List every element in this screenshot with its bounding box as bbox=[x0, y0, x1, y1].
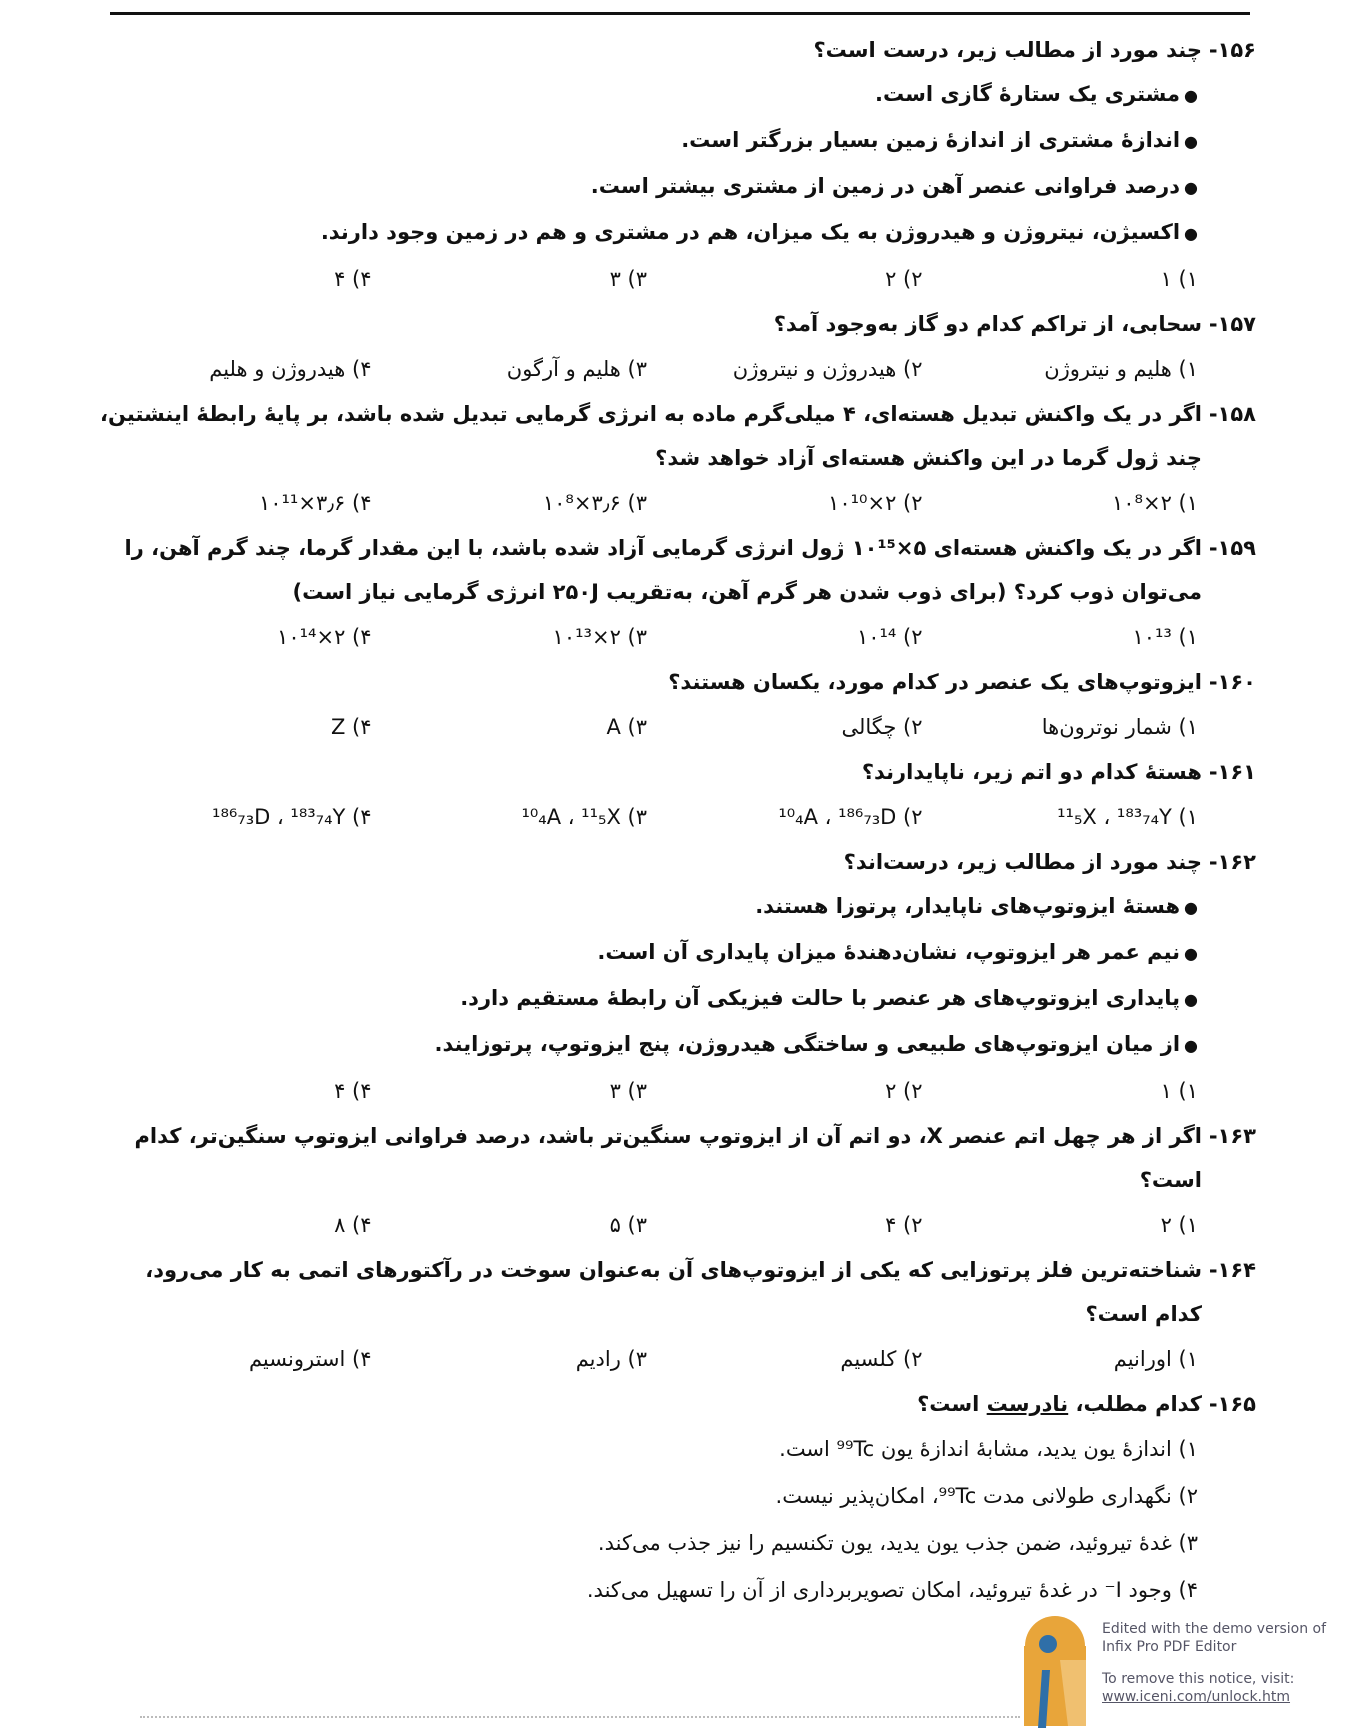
question-number: ۱۵۶- bbox=[1208, 38, 1256, 62]
options-row bbox=[96, 256, 1256, 302]
bullet-icon: ● bbox=[1184, 224, 1198, 243]
question-text: چند مورد از مطالب زیر، درست است؟ bbox=[813, 38, 1202, 62]
option-3[interactable]: ۳) ۳٫۶×۱۰⁸ bbox=[542, 491, 647, 515]
question-number: ۱۶۵- bbox=[1208, 1392, 1256, 1416]
question-text: اگر در یک واکنش هسته‌ای ۵×۱۰¹⁵ ژول انرژی گرمایی آزاد شده باشد، با این مقدار گرما، چند گرم آهن، را bbox=[124, 536, 1202, 560]
bullet-icon: ● bbox=[1184, 898, 1198, 917]
option-3[interactable]: ۳) ¹⁰₄A ، ¹¹₅X bbox=[521, 805, 647, 829]
option-2[interactable]: ۲) ۱۰¹⁴ bbox=[856, 625, 923, 649]
option-4[interactable]: ۴) ۴ bbox=[334, 267, 372, 291]
option-1[interactable]: ۱) اندازهٔ یون یدید، مشابهٔ اندازهٔ یون ⁹⁹Tc است. bbox=[779, 1437, 1198, 1461]
exam-page bbox=[96, 28, 1256, 1614]
watermark-text bbox=[1102, 1620, 1342, 1706]
option-2[interactable]: ۲) نگهداری طولانی مدت ⁹⁹Tc، امکان‌پذیر نیست. bbox=[775, 1484, 1198, 1508]
option-1[interactable]: ۱) اورانیم bbox=[1113, 1347, 1198, 1371]
option-4[interactable]: ۴) استرونسیم bbox=[248, 1347, 372, 1371]
option-4[interactable]: ۴) وجود I⁻ در غدهٔ تیروئید، امکان تصویربرداری از آن را تسهیل می‌کند. bbox=[586, 1578, 1198, 1602]
option-2[interactable]: ۲) هیدروژن و نیتروژن bbox=[732, 357, 923, 381]
question-number: ۱۵۹- bbox=[1208, 536, 1256, 560]
bullet-icon: ● bbox=[1184, 178, 1198, 197]
question-163 bbox=[96, 1114, 1256, 1248]
statement: ●پایداری ایزوتوپ‌های هر عنصر با حالت فیزیکی آن رابطهٔ مستقیم دارد. bbox=[460, 986, 1198, 1010]
options-row bbox=[96, 614, 1256, 660]
question-157 bbox=[96, 302, 1256, 392]
option-2[interactable]: ۲) ۲ bbox=[885, 1079, 923, 1103]
option-1[interactable]: ۱) هلیم و نیتروژن bbox=[1044, 357, 1198, 381]
option-3[interactable]: ۳) ۲×۱۰¹³ bbox=[552, 625, 647, 649]
question-number: ۱۶۳- bbox=[1208, 1124, 1256, 1148]
watermark-line: Infix Pro PDF Editor bbox=[1102, 1639, 1237, 1655]
option-2[interactable]: ۲) ۲×۱۰¹⁰ bbox=[828, 491, 923, 515]
statement: ●درصد فراوانی عنصر آهن در زمین از مشتری بیشتر است. bbox=[590, 174, 1198, 198]
watermark-link[interactable]: www.iceni.com/unlock.htm bbox=[1102, 1689, 1291, 1705]
options-row bbox=[96, 704, 1256, 750]
options-row bbox=[96, 1336, 1256, 1382]
option-2[interactable]: ۲) چگالی bbox=[841, 715, 923, 739]
question-159 bbox=[96, 526, 1256, 660]
options-row bbox=[96, 1068, 1256, 1114]
question-number: ۱۶۲- bbox=[1208, 850, 1256, 874]
bullet-icon: ● bbox=[1184, 1036, 1198, 1055]
option-3[interactable]: ۳) ۵ bbox=[609, 1213, 647, 1237]
statement: ●هستهٔ ایزوتوپ‌های ناپایدار، پرتوزا هستند. bbox=[755, 894, 1198, 918]
option-2[interactable]: ۲) ۴ bbox=[885, 1213, 923, 1237]
question-text: هستهٔ کدام دو اتم زیر، ناپایدارند؟ bbox=[861, 760, 1202, 784]
question-158 bbox=[96, 392, 1256, 526]
question-165 bbox=[96, 1382, 1256, 1614]
question-text-continued: چند ژول گرما در این واکنش هسته‌ای آزاد خواهد شد؟ bbox=[655, 446, 1202, 470]
options-row bbox=[96, 346, 1256, 392]
statement: ●مشتری یک ستارهٔ گازی است. bbox=[875, 82, 1198, 106]
question-text: اگر در یک واکنش تبدیل هسته‌ای، ۴ میلی‌گرم ماده به انرژی گرمایی تبدیل شده باشد، بر پایهٔ رابطهٔ اینشتین، bbox=[100, 402, 1202, 426]
question-text: اگر از هر چهل اتم عنصر X، دو اتم آن از ایزوتوپ سنگین‌تر باشد، درصد فراوانی ایزوتوپ سنگین‌تر، کدام است؟ bbox=[134, 1124, 1202, 1192]
top-rule bbox=[110, 12, 1250, 15]
bullet-icon: ● bbox=[1184, 990, 1198, 1009]
bullet-icon: ● bbox=[1184, 132, 1198, 151]
question-number: ۱۶۰- bbox=[1208, 670, 1256, 694]
option-4[interactable]: ۴) ۳٫۶×۱۰¹¹ bbox=[258, 491, 372, 515]
question-161 bbox=[96, 750, 1256, 840]
option-3[interactable]: ۳) هلیم و آرگون bbox=[506, 357, 647, 381]
bullet-icon: ● bbox=[1184, 86, 1198, 105]
statement: ●از میان ایزوتوپ‌های طبیعی و ساختگی هیدروژن، پنج ایزوتوپ، پرتوزایند. bbox=[434, 1032, 1198, 1056]
bullet-icon: ● bbox=[1184, 944, 1198, 963]
options-row bbox=[96, 794, 1256, 840]
question-number: ۱۶۱- bbox=[1208, 760, 1256, 784]
options-row bbox=[96, 480, 1256, 526]
option-2[interactable]: ۲) ۲ bbox=[885, 267, 923, 291]
option-2[interactable]: ۲) ¹⁰₄A ، ¹⁸⁶₇₃D bbox=[778, 805, 923, 829]
option-4[interactable]: ۴) Z bbox=[330, 715, 372, 739]
option-1[interactable]: ۱) ۱ bbox=[1160, 1079, 1198, 1103]
question-number: ۱۵۸- bbox=[1208, 402, 1256, 426]
option-4[interactable]: ۴) ۴ bbox=[334, 1079, 372, 1103]
question-162 bbox=[96, 840, 1256, 1114]
question-text: ایزوتوپ‌های یک عنصر در کدام مورد، یکسان هستند؟ bbox=[668, 670, 1202, 694]
bottom-dotted-edge bbox=[140, 1716, 1020, 1718]
statement: ●اندازهٔ مشتری از اندازهٔ زمین بسیار بزرگتر است. bbox=[681, 128, 1198, 152]
infix-logo-icon bbox=[1020, 1610, 1090, 1732]
watermark-line: To remove this notice, visit: bbox=[1102, 1671, 1295, 1687]
option-4[interactable]: ۴) ۸ bbox=[334, 1213, 372, 1237]
options-list bbox=[96, 1426, 1256, 1614]
option-1[interactable]: ۱) شمار نوترون‌ها bbox=[1041, 715, 1198, 739]
question-164 bbox=[96, 1248, 1256, 1382]
option-3[interactable]: ۳) A bbox=[606, 715, 647, 739]
question-number: ۱۶۴- bbox=[1208, 1258, 1256, 1282]
option-3[interactable]: ۳) غدهٔ تیروئید، ضمن جذب یون یدید، یون تکنسیم را نیز جذب می‌کند. bbox=[597, 1531, 1198, 1555]
option-3[interactable]: ۳) رادیم bbox=[575, 1347, 647, 1371]
question-text: شناخته‌ترین فلز پرتوزایی که یکی از ایزوتوپ‌های آن به‌عنوان سوخت در رآکتورهای اتمی به کار می‌رود، کدام است؟ bbox=[145, 1258, 1202, 1326]
watermark-line: Edited with the demo version of bbox=[1102, 1621, 1327, 1637]
option-3[interactable]: ۳) ۳ bbox=[609, 1079, 647, 1103]
option-1[interactable]: ۱) ۲×۱۰⁸ bbox=[1111, 491, 1198, 515]
question-160 bbox=[96, 660, 1256, 750]
option-3[interactable]: ۳) ۳ bbox=[609, 267, 647, 291]
infix-watermark bbox=[1020, 1610, 1340, 1732]
question-number: ۱۵۷- bbox=[1208, 312, 1256, 336]
option-1[interactable]: ۱) ۱۰¹³ bbox=[1132, 625, 1198, 649]
underlined-word: نادرست bbox=[986, 1392, 1069, 1416]
option-1[interactable]: ۱) ¹¹₅X ، ¹⁸³₇₄Y bbox=[1057, 805, 1198, 829]
option-4[interactable]: ۴) ۲×۱۰¹⁴ bbox=[277, 625, 372, 649]
option-1[interactable]: ۱) ۲ bbox=[1160, 1213, 1198, 1237]
question-156 bbox=[96, 28, 1256, 302]
question-text: سحابی، از تراکم کدام دو گاز به‌وجود آمد؟ bbox=[773, 312, 1202, 336]
option-4[interactable]: ۴) ¹⁸⁶₇₃D ، ¹⁸³₇₄Y bbox=[212, 805, 372, 829]
option-2[interactable]: ۲) کلسیم bbox=[840, 1347, 923, 1371]
statement: ●نیم عمر هر ایزوتوپ، نشان‌دهندهٔ میزان پایداری آن است. bbox=[597, 940, 1198, 964]
options-row bbox=[96, 1202, 1256, 1248]
option-4[interactable]: ۴) هیدروژن و هلیم bbox=[209, 357, 372, 381]
question-text-continued: می‌توان ذوب کرد؟ (برای ذوب شدن هر گرم آهن، به‌تقریب ۲۵۰J انرژی گرمایی نیاز است) bbox=[292, 580, 1202, 604]
statement: ●اکسیژن، نیتروژن و هیدروژن به یک میزان، هم در مشتری و هم در زمین وجود دارند. bbox=[320, 220, 1198, 244]
question-text: کدام مطلب، نادرست است؟ bbox=[917, 1392, 1202, 1416]
option-1[interactable]: ۱) ۱ bbox=[1160, 267, 1198, 291]
question-text: چند مورد از مطالب زیر، درست‌اند؟ bbox=[843, 850, 1202, 874]
